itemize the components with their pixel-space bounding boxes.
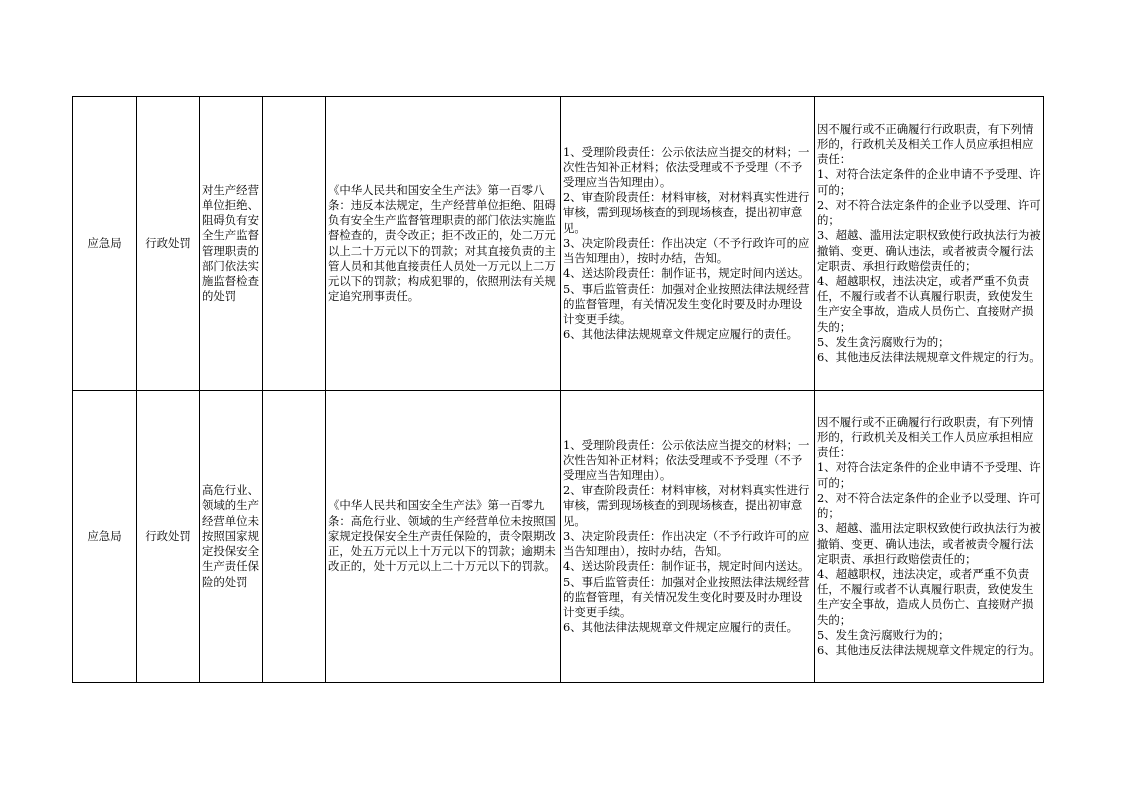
power-type-cell: 行政处罚 bbox=[137, 97, 200, 391]
department-cell: 应急局 bbox=[73, 97, 137, 391]
department-cell: 应急局 bbox=[73, 391, 137, 683]
legal-basis-cell: 《中华人民共和国安全生产法》第一百零九条：高危行业、领域的生产经营单位未按照国家规定投保安全生产责任保险的，责令限期改正，处五万元以上十万元以下的罚款；逾期未改正的，处十万元以上二十万元以下的罚款。 bbox=[326, 391, 561, 683]
duties-cell: 1、受理阶段责任：公示依法应当提交的材料；一次性告知补正材料；依法受理或不予受理（不予受理应当告知理由）。 2、审查阶段责任：材料审核，对材料真实性进行审核，需到现场核查的到现场核查，提出初审意见。 3、决定阶段责任：作出决定（不予行政许可的应当告知理由），按时办结，告知。 4、送达阶段责任：制作证书，规定时间内送达。 5、事后监管责任：加强对企业按照法律法规经营的监督管理，有关情况发生变化时要及时办理设计变更手续。 6、其他法律法规规章文件规定应履行的责任。 bbox=[561, 391, 815, 683]
legal-basis-cell: 《中华人民共和国安全生产法》第一百零八条：违反本法规定，生产经营单位拒绝、阻碍负有安全生产监督管理职责的部门依法实施监督检查的，责令改正；拒不改正的，处二万元以上二十万元以下的罚款；对其直接负责的主管人员和其他直接责任人员处一万元以上二万元以下的罚款；构成犯罪的，依照刑法有关规定追究刑事责任。 bbox=[326, 97, 561, 391]
power-item-cell: 高危行业、领域的生产经营单位未按照国家规定投保安全生产责任保险的处罚 bbox=[200, 391, 263, 683]
power-list-table bbox=[72, 96, 1044, 683]
power-type-cell: 行政处罚 bbox=[137, 391, 200, 683]
sub-item-cell bbox=[263, 97, 326, 391]
table-row bbox=[73, 391, 1044, 683]
power-item-cell: 对生产经营单位拒绝、阻碍负有安全生产监督管理职责的部门依法实施监督检查的处罚 bbox=[200, 97, 263, 391]
sub-item-cell bbox=[263, 391, 326, 683]
liability-cell: 因不履行或不正确履行行政职责，有下列情形的，行政机关及相关工作人员应承担相应责任： 1、对符合法定条件的企业申请不予受理、许可的； 2、对不符合法定条件的企业予以受理、许可的； 3、超越、滥用法定职权致使行政执法行为被撤销、变更、确认违法，或者被责令履行法定职责、承担行政赔偿责任的； 4、超越职权，违法决定，或者严重不负责任，不履行或者不认真履行职责，致使发生生产安全事故，造成人员伤亡、直接财产损失的； 5、发生贪污腐败行为的； 6、其他违反法律法规规章文件规定的行为。 bbox=[815, 97, 1044, 391]
duties-cell: 1、受理阶段责任：公示依法应当提交的材料；一次性告知补正材料；依法受理或不予受理（不予受理应当告知理由）。 2、审查阶段责任：材料审核，对材料真实性进行审核，需到现场核查的到现场核查，提出初审意见。 3、决定阶段责任：作出决定（不予行政许可的应当告知理由），按时办结，告知。 4、送达阶段责任：制作证书，规定时间内送达。 5、事后监管责任：加强对企业按照法律法规经营的监督管理，有关情况发生变化时要及时办理设计变更手续。 6、其他法律法规规章文件规定应履行的责任。 bbox=[561, 97, 815, 391]
table-row bbox=[73, 97, 1044, 391]
liability-cell: 因不履行或不正确履行行政职责，有下列情形的，行政机关及相关工作人员应承担相应责任： 1、对符合法定条件的企业申请不予受理、许可的； 2、对不符合法定条件的企业予以受理、许可的； 3、超越、滥用法定职权致使行政执法行为被撤销、变更、确认违法，或者被责令履行法定职责、承担行政赔偿责任的； 4、超越职权，违法决定，或者严重不负责任，不履行或者不认真履行职责，致使发生生产安全事故，造成人员伤亡、直接财产损失的； 5、发生贪污腐败行为的； 6、其他违反法律法规规章文件规定的行为。 bbox=[815, 391, 1044, 683]
